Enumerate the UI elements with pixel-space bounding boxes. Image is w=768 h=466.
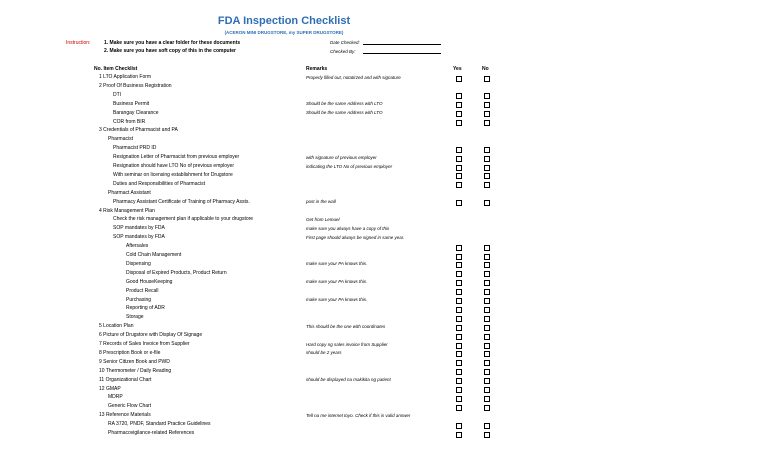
item-label: Pharmacist PRD ID [113, 145, 157, 152]
yes-checkbox[interactable] [456, 280, 462, 286]
table-row [0, 421, 768, 430]
yes-checkbox[interactable] [456, 271, 462, 277]
item-label: Reporting of ADR [126, 305, 165, 312]
yes-checkbox[interactable] [456, 165, 462, 171]
instruction-2: 2. Make sure you have soft copy of this in the computer [104, 48, 236, 54]
table-row [0, 163, 768, 172]
yes-checkbox[interactable] [456, 102, 462, 108]
item-label: Cold Chain Management [126, 252, 182, 258]
header-item: No. Item Checklist [94, 66, 138, 72]
item-label: Disposal of Expired Products, Product Return [126, 269, 227, 276]
no-checkbox[interactable] [484, 334, 490, 340]
table-row [0, 110, 768, 119]
yes-checkbox[interactable] [456, 387, 462, 393]
no-checkbox[interactable] [484, 316, 490, 322]
no-checkbox[interactable] [484, 378, 490, 384]
table-row [0, 145, 768, 154]
item-label: Resignation should have LTO No of previous employer [113, 163, 234, 169]
item-label: Product Recall [126, 287, 159, 294]
table-row [0, 368, 768, 377]
no-checkbox[interactable] [484, 165, 490, 171]
table-row [0, 377, 768, 386]
table-row [0, 350, 768, 359]
no-checkbox[interactable] [484, 271, 490, 277]
yes-checkbox[interactable] [456, 378, 462, 384]
yes-checkbox[interactable] [456, 298, 462, 304]
item-remark: indicating the LTO No of previous employer [306, 163, 393, 169]
no-checkbox[interactable] [484, 102, 490, 108]
item-label: Storage [126, 314, 144, 321]
no-checkbox[interactable] [484, 432, 490, 438]
table-row [0, 394, 768, 403]
item-remark: make sure you always have a copy of this [306, 225, 390, 231]
table-row [0, 261, 768, 270]
table-row [0, 127, 768, 136]
no-checkbox[interactable] [484, 254, 490, 260]
checked-by-label: Checked By: [330, 49, 356, 54]
item-label: SOP mandates by FDA [113, 234, 165, 241]
item-label: DTI [113, 91, 122, 98]
no-checkbox[interactable] [484, 405, 490, 411]
no-checkbox[interactable] [484, 262, 490, 268]
item-label: RA 3720, PNDF, Standard Practice Guidelines [108, 421, 211, 428]
item-label: Barangay Clearance [113, 109, 159, 116]
no-checkbox[interactable] [484, 111, 490, 117]
item-label: MDRP [108, 394, 123, 401]
table-row [0, 403, 768, 412]
item-label: 13 Reference Materials [99, 412, 151, 419]
no-checkbox[interactable] [484, 200, 490, 206]
item-label: Purchasing [126, 296, 152, 303]
no-checkbox[interactable] [484, 182, 490, 188]
no-checkbox[interactable] [484, 396, 490, 402]
item-label: Resignation Letter of Pharmacist from previous employer [113, 154, 240, 161]
item-label: Generic Flow Chart [108, 403, 152, 410]
table-row [0, 225, 768, 234]
item-label: 3 Credentials of Pharmacist and PA [99, 127, 178, 134]
yes-checkbox[interactable] [456, 120, 462, 126]
table-row [0, 136, 768, 145]
checked-by-line[interactable] [363, 53, 441, 54]
table-row [0, 359, 768, 368]
item-remark: post in the wall [306, 199, 336, 205]
yes-checkbox[interactable] [456, 289, 462, 295]
date-checked-line[interactable] [363, 44, 441, 45]
yes-checkbox[interactable] [456, 396, 462, 402]
no-checkbox[interactable] [484, 156, 490, 162]
no-checkbox[interactable] [484, 360, 490, 366]
instruction-1: 1. Make sure you have a clear folder for these documents [104, 40, 241, 46]
table-row [0, 279, 768, 288]
item-label: 4 Risk Management Plan [99, 207, 155, 214]
item-label: 7 Records of Sales Invoice from Supplier [99, 341, 190, 347]
yes-checkbox[interactable] [456, 76, 462, 82]
item-label: 6 Picture of Drugstore with Display Of Signage [99, 332, 203, 339]
table-row [0, 92, 768, 101]
yes-checkbox[interactable] [456, 351, 462, 357]
no-checkbox[interactable] [484, 423, 490, 429]
item-remark: make sure your PA knows this. [306, 297, 368, 302]
yes-checkbox[interactable] [456, 182, 462, 188]
yes-checkbox[interactable] [456, 325, 462, 331]
table-row [0, 430, 768, 439]
item-remark: First page should always be signed in same year. [306, 234, 405, 240]
no-checkbox[interactable] [484, 387, 490, 393]
item-label: Dispensing [126, 260, 151, 267]
no-checkbox[interactable] [484, 76, 490, 82]
item-label: Check the risk management plan if applicable to your drugstore [113, 216, 254, 223]
item-label: 9 Senior Citizen Book and PWD [99, 358, 170, 365]
item-label: 1 LTO Application Form [99, 74, 152, 80]
yes-checkbox[interactable] [456, 147, 462, 153]
table-row [0, 305, 768, 314]
item-remark: This should be the one with coordinates [306, 323, 386, 329]
yes-checkbox[interactable] [456, 343, 462, 349]
item-label: Pharmacist [108, 136, 134, 143]
item-label: 11 Organizational Chart [99, 376, 152, 383]
yes-checkbox[interactable] [456, 369, 462, 375]
no-checkbox[interactable] [484, 307, 490, 313]
no-checkbox[interactable] [484, 298, 490, 304]
yes-checkbox[interactable] [456, 93, 462, 99]
table-row [0, 234, 768, 243]
table-row [0, 154, 768, 163]
item-remark: should be displayed na makikita ng patient [306, 377, 391, 383]
yes-checkbox[interactable] [456, 316, 462, 322]
yes-checkbox[interactable] [456, 173, 462, 179]
no-checkbox[interactable] [484, 280, 490, 286]
table-row [0, 208, 768, 217]
table-row [0, 199, 768, 208]
table-row [0, 74, 768, 83]
date-checked-label: Date Checked: [330, 40, 360, 45]
item-remark: Should be the same Address with LTO [306, 101, 383, 107]
item-label: 5 Location Plan [99, 323, 134, 330]
item-label: COR from BIR [113, 118, 146, 125]
item-label: Good HouseKeeping [126, 278, 173, 285]
item-label: Pharmacovigilance-related References [108, 430, 195, 436]
no-checkbox[interactable] [484, 173, 490, 179]
table-row [0, 288, 768, 297]
item-label: Duties and Responsibilities of Pharmacist [113, 180, 205, 187]
yes-checkbox[interactable] [456, 432, 462, 438]
table-row [0, 181, 768, 190]
table-row [0, 216, 768, 225]
no-checkbox[interactable] [484, 343, 490, 349]
item-remark: Properly filled out, notatirzed and with signature [306, 74, 401, 80]
header-remarks: Remarks [306, 66, 328, 72]
no-checkbox[interactable] [484, 245, 490, 251]
item-label: Pharmacy Assistant Certificate of Training of Pharmacy Assts. [113, 198, 250, 205]
no-checkbox[interactable] [484, 289, 490, 295]
table-row [0, 172, 768, 181]
item-label: Aftersales [126, 243, 149, 250]
no-checkbox[interactable] [484, 369, 490, 375]
table-row [0, 323, 768, 332]
header-yes: Yes [453, 66, 462, 72]
item-remark: Hard copy ng sales invoice from Supplier [306, 341, 388, 347]
no-checkbox[interactable] [484, 93, 490, 99]
yes-checkbox[interactable] [456, 200, 462, 206]
table-row [0, 83, 768, 92]
item-label: Pharmact Assistant [108, 189, 151, 196]
table-row [0, 332, 768, 341]
item-label: 10 Thermometer / Daily Reading [99, 367, 172, 374]
table-row [0, 386, 768, 395]
table-row [0, 119, 768, 128]
table-row [0, 270, 768, 279]
item-remark: make sure your PA knows this. [306, 261, 368, 267]
item-label: 2 Proof Of Business Registration [99, 82, 172, 89]
table-row [0, 252, 768, 261]
item-label: Business Permit [113, 100, 150, 107]
yes-checkbox[interactable] [456, 245, 462, 251]
yes-checkbox[interactable] [456, 307, 462, 313]
no-checkbox[interactable] [484, 147, 490, 153]
header-no: No [482, 66, 489, 72]
item-label: 12 GMAP [99, 385, 121, 392]
item-remark: Should be the same Address with LTO [306, 110, 383, 116]
no-checkbox[interactable] [484, 120, 490, 126]
yes-checkbox[interactable] [456, 156, 462, 162]
item-remark: with signature of previous employer [306, 154, 377, 160]
yes-checkbox[interactable] [456, 262, 462, 268]
item-remark: Tell na me internet toyo. Check if this is valid answer [306, 412, 411, 418]
item-label: With seminar on licensing establishment for Drugstore [113, 171, 233, 178]
instruction-label: Instruction: [66, 40, 91, 46]
no-checkbox[interactable] [484, 351, 490, 357]
table-row [0, 341, 768, 350]
page-subtitle: (ACERON MINI DRUGSTORE, my SUPER DRUGSTORE) [224, 30, 344, 35]
page-title: FDA Inspection Checklist [217, 15, 351, 27]
yes-checkbox[interactable] [456, 334, 462, 340]
yes-checkbox[interactable] [456, 254, 462, 260]
yes-checkbox[interactable] [456, 423, 462, 429]
table-row [0, 190, 768, 199]
yes-checkbox[interactable] [456, 360, 462, 366]
item-remark: Get from Lemuel [306, 216, 340, 222]
item-remark: should be 2 years [306, 350, 342, 356]
item-remark: make sure your PA knows this. [306, 279, 368, 285]
yes-checkbox[interactable] [456, 405, 462, 411]
table-row [0, 243, 768, 252]
item-label: SOP mandates by FDA [113, 225, 165, 232]
table-row [0, 412, 768, 421]
table-row [0, 101, 768, 110]
table-row [0, 314, 768, 323]
no-checkbox[interactable] [484, 325, 490, 331]
yes-checkbox[interactable] [456, 111, 462, 117]
item-label: 8 Prescription Book or e-file [99, 349, 161, 356]
table-row [0, 297, 768, 306]
